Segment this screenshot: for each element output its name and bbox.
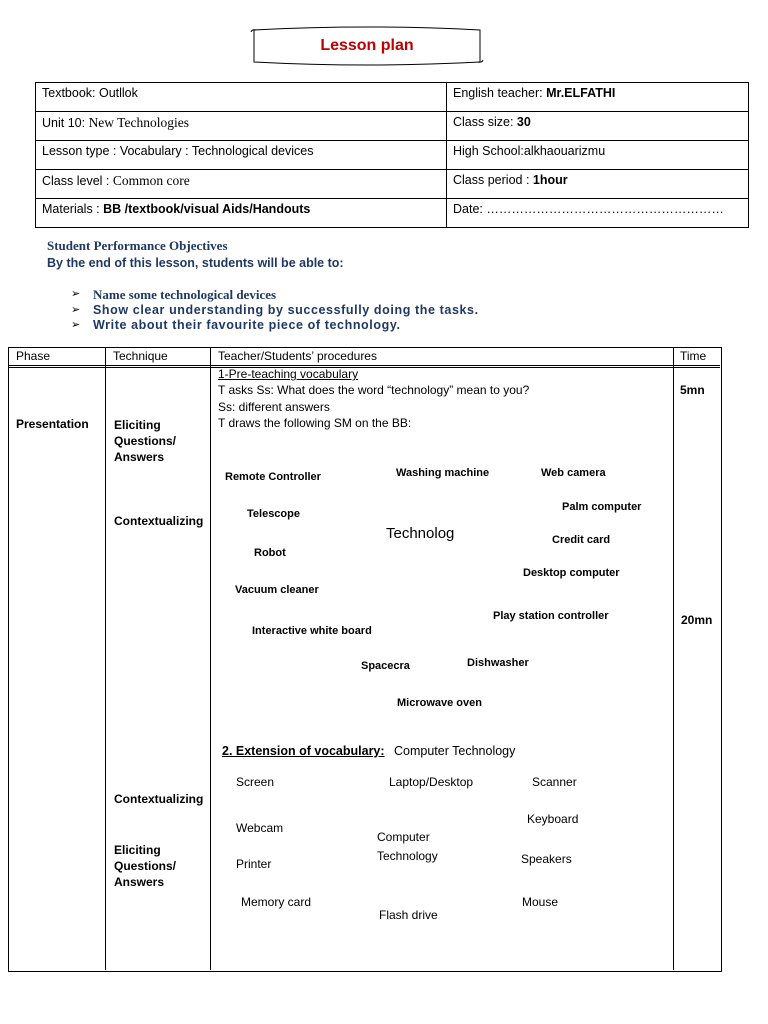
map-word: Palm computer <box>562 501 642 513</box>
map-word: Vacuum cleaner <box>235 584 319 596</box>
map-word: Robot <box>254 547 286 559</box>
table-row <box>36 141 749 170</box>
map-word: Speakers <box>521 852 572 866</box>
header-divider <box>8 367 720 368</box>
map-word: Interactive white board <box>252 625 372 637</box>
map-word: Printer <box>236 857 272 871</box>
table-row <box>36 199 749 228</box>
lesson-info-table <box>35 82 749 228</box>
unit-cell: Unit 10: New Technologies <box>36 112 447 141</box>
technique-eliciting: Eliciting Questions/ Answers <box>114 843 177 889</box>
header-phase: Phase <box>16 349 51 363</box>
map-word: Dishwasher <box>467 657 529 669</box>
arrow-bullet-icon: ➢ <box>71 319 81 331</box>
column-divider <box>105 347 106 970</box>
step1-heading: 1-Pre-teaching vocabulary <box>218 367 359 381</box>
map-word: Scanner <box>532 775 577 789</box>
materials-cell: Materials : BB /textbook/visual Aids/Handouts <box>36 199 447 228</box>
column-divider <box>210 347 211 970</box>
technique-eliciting: Eliciting Questions/ Answers <box>114 418 177 464</box>
step1-line: T draws the following SM on the BB: <box>218 416 412 430</box>
step1-line: T asks Ss: What does the word “technology” mean to you? <box>218 383 530 397</box>
objectives-intro: By the end of this lesson, students will be able to: <box>47 256 344 270</box>
title-banner <box>248 26 486 66</box>
header-divider <box>8 365 720 366</box>
page-title: Lesson plan <box>320 37 414 54</box>
map-center: Computer Technology <box>377 830 438 863</box>
map-word: Desktop computer <box>523 567 620 579</box>
map-word: Play station controller <box>493 610 609 622</box>
class-period-cell: Class period : 1hour <box>447 170 749 199</box>
column-divider <box>673 347 674 970</box>
arrow-bullet-icon: ➢ <box>71 288 81 300</box>
map-word: Microwave oven <box>397 697 482 709</box>
objective-item: ➢ Write about their favourite piece of technology. <box>71 318 401 332</box>
map-word: Credit card <box>552 534 611 546</box>
procedure-table <box>8 347 722 972</box>
step2-subtitle: Computer Technology <box>394 744 516 758</box>
map-word: Flash drive <box>379 908 438 922</box>
map-word: Spacecra <box>361 660 410 672</box>
lesson-type-cell: Lesson type : Vocabulary : Technological devices <box>36 141 447 170</box>
time-value: 5mn <box>680 383 705 397</box>
map-word: Web camera <box>541 467 606 479</box>
technique-contextualizing: Contextualizing <box>114 792 204 806</box>
objective-item: ➢ Name some technological devices <box>71 287 277 302</box>
map-word: Laptop/Desktop <box>389 775 474 789</box>
phase-label: Presentation <box>16 417 89 431</box>
date-cell: Date: ………………………………………………… <box>447 199 749 228</box>
map-word: Telescope <box>247 508 300 520</box>
table-row <box>36 83 749 112</box>
map-center: Technolog <box>386 525 455 542</box>
time-value: 20mn <box>681 613 713 627</box>
teacher-cell: English teacher: Mr.ELFATHI <box>447 83 749 112</box>
arrow-bullet-icon: ➢ <box>71 304 81 316</box>
map-word: Washing machine <box>396 467 490 479</box>
map-word: Keyboard <box>527 812 579 826</box>
map-word: Mouse <box>522 895 559 909</box>
class-level-cell: Class level : Common core <box>36 170 447 199</box>
header-technique: Technique <box>113 349 168 363</box>
objective-item: ➢ Show clear understanding by successfully doing the tasks. <box>71 303 479 317</box>
header-time: Time <box>680 349 707 363</box>
objectives-title: Student Performance Objectives <box>47 238 228 253</box>
class-size-cell: Class size: 30 <box>447 112 749 141</box>
table-row <box>36 170 749 199</box>
step1-line: Ss: different answers <box>218 400 330 414</box>
technique-contextualizing: Contextualizing <box>114 514 204 528</box>
map-word: Memory card <box>241 895 312 909</box>
header-procedures: Teacher/Students’ procedures <box>218 349 377 363</box>
table-row <box>36 112 749 141</box>
map-word: Screen <box>236 775 275 789</box>
step2-heading: 2. Extension of vocabulary: <box>222 744 385 758</box>
high-school-cell: High School:alkhaouarizmu <box>447 141 749 170</box>
textbook-cell: Textbook: Outllok <box>36 83 447 112</box>
map-word: Webcam <box>236 821 284 835</box>
map-word: Remote Controller <box>225 471 321 483</box>
